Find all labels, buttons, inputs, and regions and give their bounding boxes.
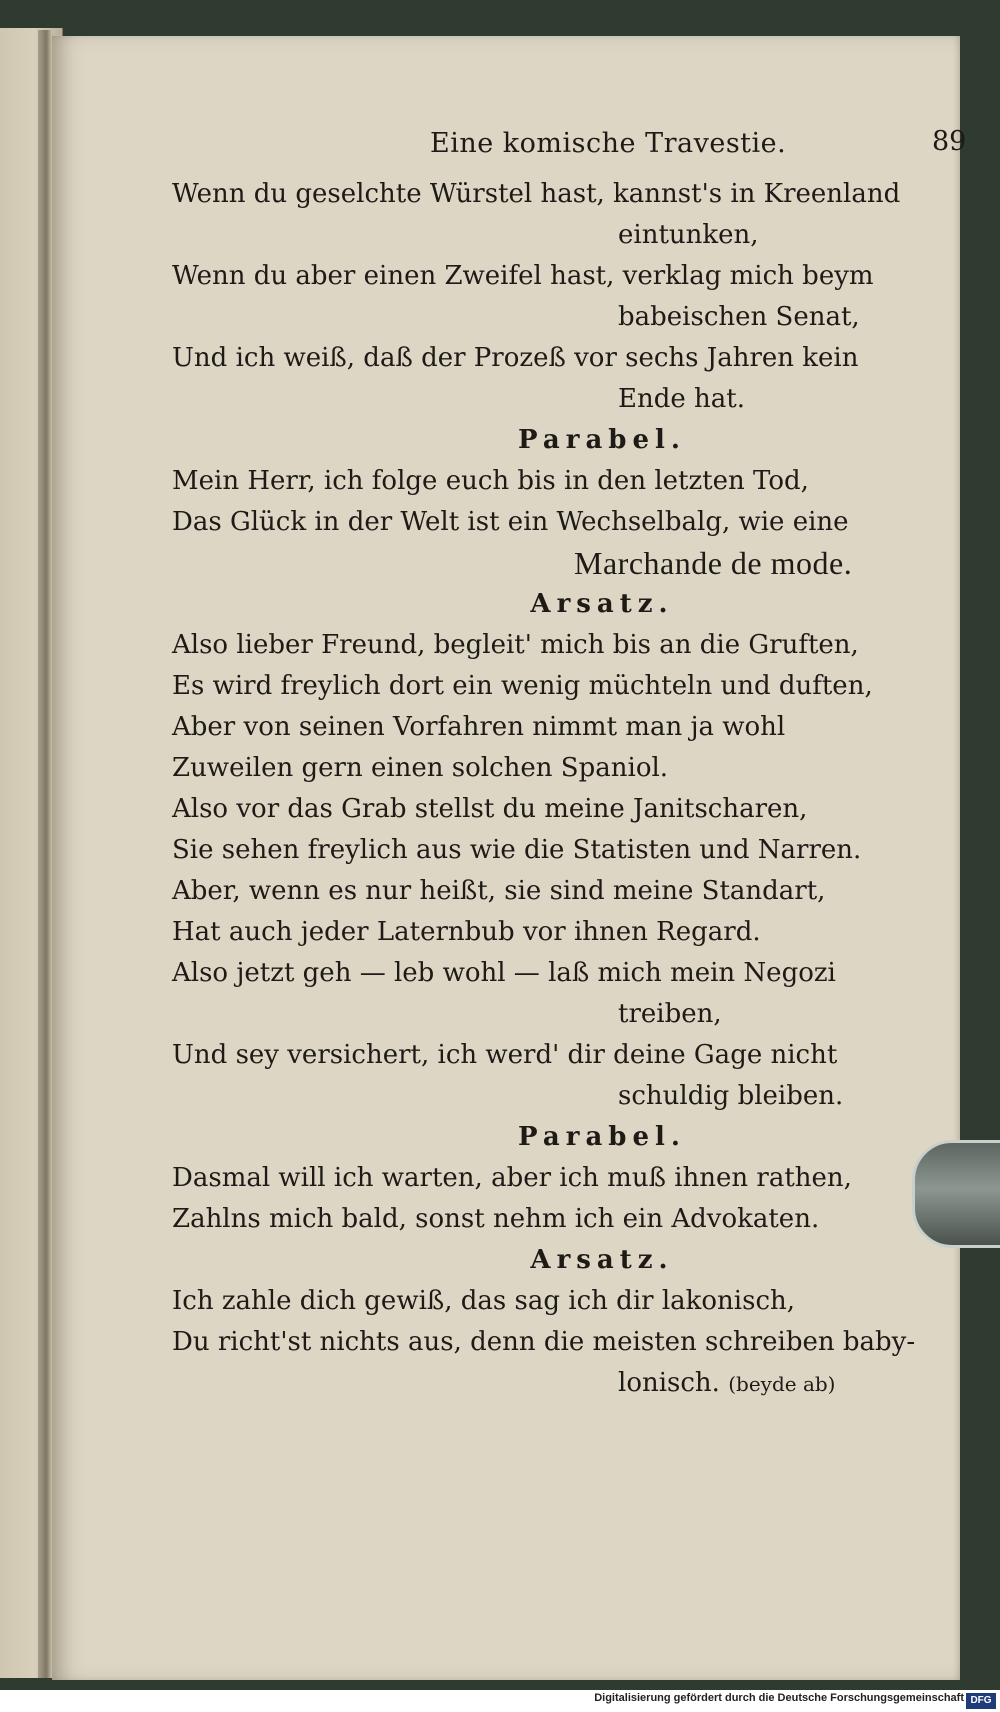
verse-line: Zuweilen gern einen solchen Spaniol. — [172, 753, 669, 783]
verse-line: Du richt'st nichts aus, denn die meisten schreiben baby- — [172, 1327, 916, 1357]
running-title: Eine komische Travestie. — [430, 128, 787, 159]
verse-line: Dasmal will ich warten, aber ich muß ihnen rathen, — [172, 1163, 852, 1193]
page-number: 89 — [932, 126, 967, 157]
verse-continuation-latin: Marchande de mode. — [574, 545, 853, 581]
verse-line: Also lieber Freund, begleit' mich bis an die Gruften, — [172, 630, 859, 660]
verse-continuation: Ende hat. — [618, 384, 745, 414]
verse-line: Ich zahle dich gewiß, das sag ich dir lakonisch, — [172, 1286, 796, 1316]
book-gutter — [38, 30, 52, 1678]
verse-continuation: eintunken, — [618, 220, 759, 250]
verse-line: Das Glück in der Welt ist ein Wechselbalg, wie eine — [172, 507, 849, 537]
verse-continuation: schuldig bleiben. — [618, 1081, 844, 1111]
page-header — [172, 120, 972, 170]
digitization-footer — [0, 1690, 1000, 1712]
verse-line: Aber, wenn es nur heißt, sie sind meine Standart, — [172, 876, 826, 906]
dfg-logo: DFG — [966, 1693, 996, 1709]
verse-line: Hat auch jeder Laternbub vor ihnen Regard. — [172, 917, 761, 947]
verse-line: Mein Herr, ich folge euch bis in den letzten Tod, — [172, 466, 809, 496]
page-text — [172, 120, 972, 1404]
verse-continuation — [172, 1363, 972, 1404]
verse-line: Zahlns mich bald, sonst nehm ich ein Advokaten. — [172, 1204, 820, 1234]
verse-line: Und sey versichert, ich werd' dir deine Gage nicht — [172, 1040, 838, 1070]
verse-line: Also jetzt geh — leb wohl — laß mich mein Negozi — [172, 958, 836, 988]
verse-line: Und ich weiß, daß der Prozeß vor sechs Jahren kein — [172, 343, 859, 373]
verse-line: Wenn du geselchte Würstel hast, kannst's in Kreenland — [172, 179, 901, 209]
page-clip — [912, 1140, 1000, 1248]
verse-line: Es wird freylich dort ein wenig müchteln und duften, — [172, 671, 873, 701]
speaker-heading: Arsatz. — [530, 589, 674, 619]
speaker-heading: Parabel. — [518, 1122, 686, 1152]
speaker-heading: Arsatz. — [530, 1245, 674, 1275]
book-page — [52, 36, 967, 1680]
verse-continuation: babeischen Senat, — [618, 302, 860, 332]
verse-continuation: treiben, — [618, 999, 722, 1029]
speaker-heading: Parabel. — [518, 425, 686, 455]
verse-line: Wenn du aber einen Zweifel hast, verklag mich beym — [172, 261, 874, 291]
verse-line: Aber von seinen Vorfahren nimmt man ja wohl — [172, 712, 786, 742]
funding-credit: Digitalisierung gefördert durch die Deutsche Forschungsgemeinschaft — [594, 1692, 964, 1704]
verse-line: Also vor das Grab stellst du meine Janitscharen, — [172, 794, 808, 824]
verse-line: Sie sehen freylich aus wie die Statisten und Narren. — [172, 835, 862, 865]
continuation-word: lonisch. — [618, 1368, 720, 1398]
stage-direction: (beyde ab) — [728, 1372, 836, 1396]
